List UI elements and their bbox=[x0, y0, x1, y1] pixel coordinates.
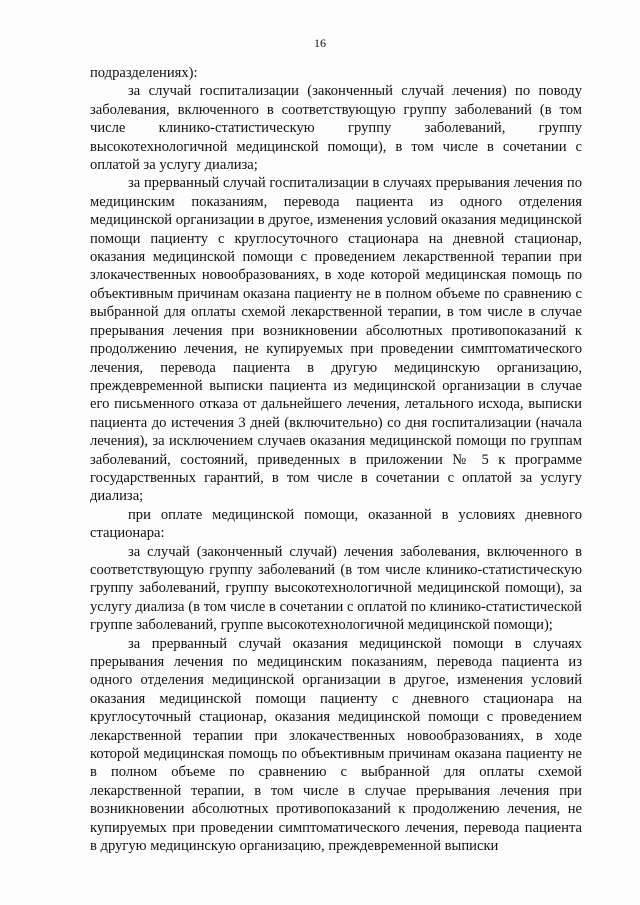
paragraph: подразделениях): bbox=[90, 65, 198, 81]
paragraph: за прерванный случай оказания медицинской помощи в случаях прерывания лечения по медицинским показаниям, перевода пациента из одного отделения медицинской организации в другое, изменения условий оказания медицинской помощи пациенту с дневного стационара на круглосуточный стационар, оказания медицинской помощи с проведением лекарственной терапии при злокачественных новообразованиях, в ходе которой медицинская помощь по объективным причинам оказана пациенту не в полном объеме по сравнению с выбранной для оплаты схемой лекарственной терапии, в том числе в случае прерывания лечения при возникновении абсолютных противопоказаний к продолжению лечения, не купируемых при проведении симптоматического лечения, перевода пациента в другую медицинскую организацию, преждевременной выписки bbox=[90, 635, 582, 855]
paragraph: при оплате медицинской помощи, оказанной в условиях дневного стационара: bbox=[90, 506, 582, 542]
paragraph: за случай (законченный случай) лечения заболевания, включенного в соответствующую группу заболеваний (в том числе клинико-статистическую группу заболеваний, группу высокотехнологичной медицинской помощи), за услугу диализа (в том числе в сочетании с оплатой по клинико-статистической группе заболеваний, группе высокотехнологичной медицинской помощи); bbox=[90, 543, 582, 634]
paragraph: за случай госпитализации (законченный случай лечения) по поводу заболевания, включенного в соответствующую группу заболеваний (в том числе клинико-статистическую группу заболеваний, группу высокотехнологичной медицинской помощи), в том числе в сочетании с оплатой за услугу диализа; bbox=[90, 83, 582, 174]
page-number: 16 bbox=[314, 36, 326, 50]
document-body bbox=[90, 64, 582, 855]
paragraph: за прерванный случай госпитализации в случаях прерывания лечения по медицинским показаниям, перевода пациента из одного отделения медицинской организации в другое, изменения условий оказания медицинской помощи пациенту с круглосуточного стационара на дневной стационар, оказания медицинской помощи с проведением лекарственной терапии при злокачественных новообразованиях, в ходе которой медицинская помощь по объективным причинам оказана пациенту не в полном объеме по сравнению с выбранной для оплаты схемой лекарственной терапии, в том числе в случае прерывания лечения при возникновении абсолютных противопоказаний к продолжению лечения, не купируемых при проведении симптоматического лечения, перевода пациента в другую медицинскую организацию, преждевременной выписки пациента из медицинской организации в случае его письменного отказа от дальнейшего лечения, летального исхода, выписки пациента до истечения 3 дней (включительно) со дня госпитализации (начала лечения), за исключением случаев оказания медицинской помощи по группам заболеваний, состояний, приведенных в приложении № 5 к программе государственных гарантий, в том числе в сочетании с оплатой за услугу диализа; bbox=[90, 175, 582, 505]
